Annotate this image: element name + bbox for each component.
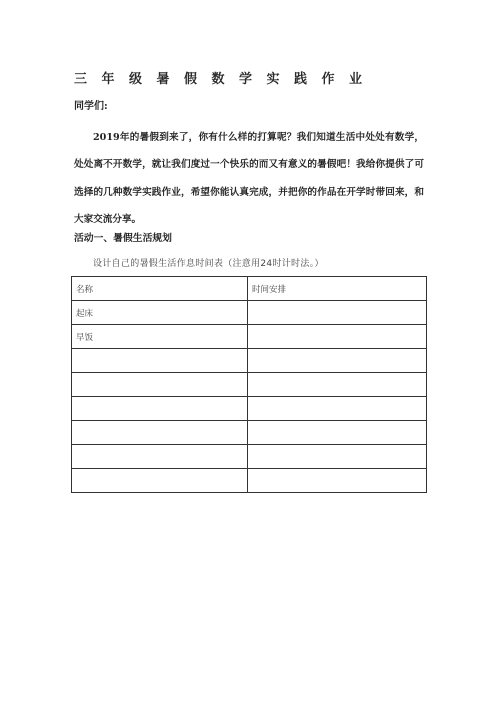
table-cell bbox=[248, 349, 427, 373]
table-cell bbox=[248, 445, 427, 469]
greeting: 同学们: bbox=[74, 101, 108, 112]
table-cell bbox=[248, 325, 427, 349]
table-cell bbox=[72, 397, 248, 421]
table-row bbox=[72, 445, 427, 469]
table-header-row bbox=[72, 277, 427, 301]
table-cell: 早饭 bbox=[72, 325, 248, 349]
table-row bbox=[72, 469, 427, 493]
intro-paragraph: 2019年的暑假到来了，你有什么样的打算呢？我们知道生活中处处有数学，处处离不开数学，就让我们度过一个快乐的而又有意义的暑假吧！我给你提供了可选择的几种数学实践作业，希望你能认真完成，并把你的作品在开学时带回来，和大家交流分享。 bbox=[74, 132, 424, 225]
activity-heading: 活动一、暑假生活规划 bbox=[74, 233, 172, 244]
page-title: 三年级暑假数学实践作业 bbox=[74, 72, 377, 87]
table-cell bbox=[248, 373, 427, 397]
table-row bbox=[72, 421, 427, 445]
table-cell bbox=[248, 301, 427, 325]
table-cell bbox=[248, 421, 427, 445]
table-cell bbox=[248, 397, 427, 421]
schedule-table bbox=[71, 276, 427, 493]
header-time: 时间安排 bbox=[248, 277, 427, 301]
table-cell bbox=[72, 421, 248, 445]
instruction-text: 设计自己的暑假生活作息时间表（注意用24时计时法。） bbox=[93, 259, 324, 269]
table-cell bbox=[72, 469, 248, 493]
table-cell: 起床 bbox=[72, 301, 248, 325]
table-row bbox=[72, 301, 427, 325]
table-cell bbox=[72, 349, 248, 373]
table-row bbox=[72, 373, 427, 397]
table-cell bbox=[72, 445, 248, 469]
table-row bbox=[72, 325, 427, 349]
table-cell bbox=[72, 373, 248, 397]
table-row bbox=[72, 397, 427, 421]
table-row bbox=[72, 349, 427, 373]
header-name: 名称 bbox=[72, 277, 248, 301]
table-cell bbox=[248, 469, 427, 493]
